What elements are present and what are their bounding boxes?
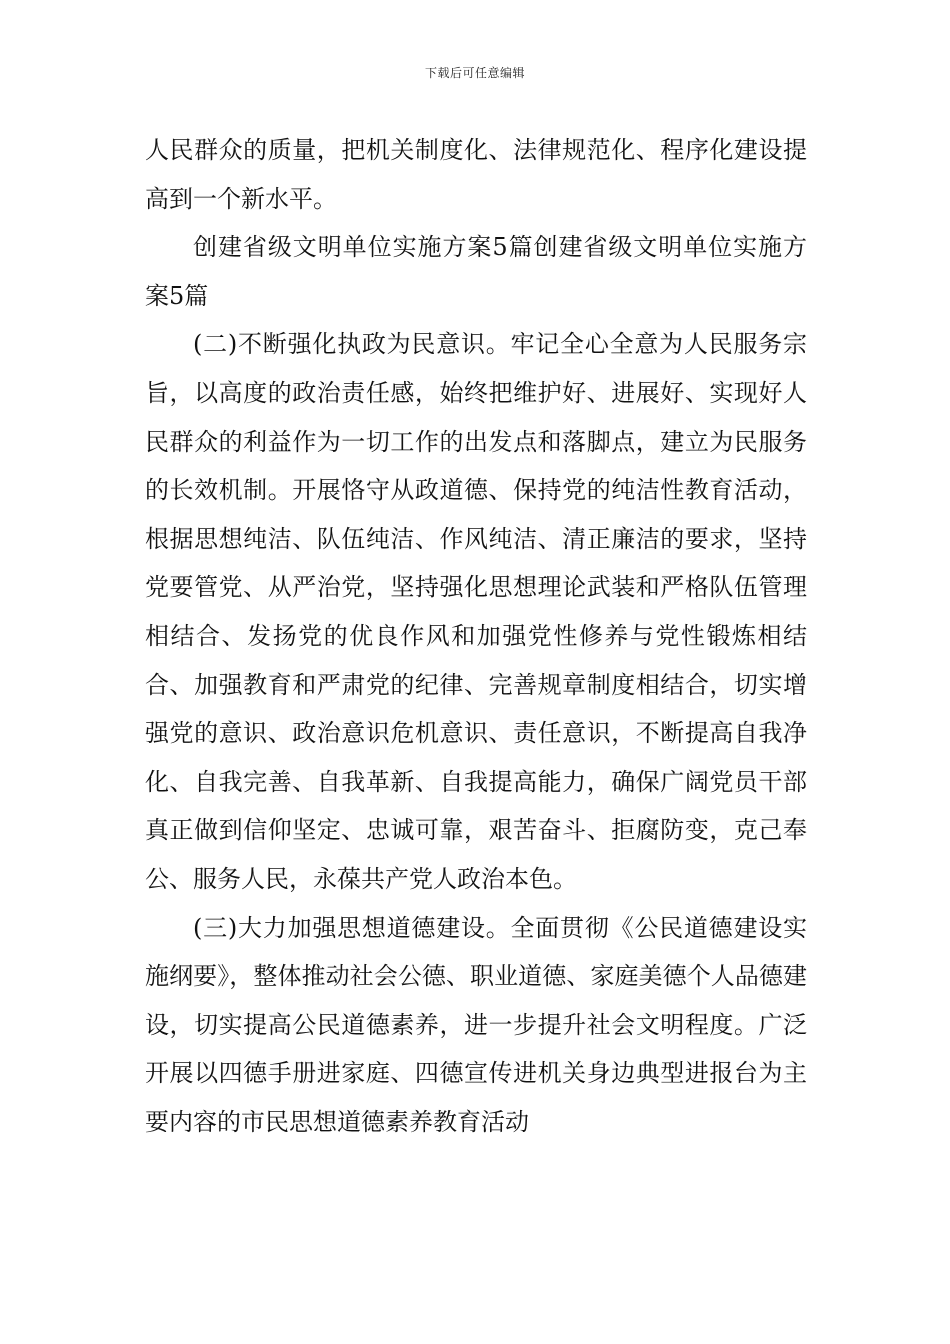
page-header: 下载后可任意编辑 — [424, 66, 525, 80]
paragraph-3: (二)不断强化执政为民意识。牢记全心全意为人民服务宗旨，以高度的政治责任感，始终把维护好、进展好、实现好人民群众的利益作为一切工作的出发点和落脚点，建立为民服务的长效机制。开展恪守从政道德、保持党的纯洁性教育活动，根据思想纯洁、队伍纯洁、作风纯洁、清正廉洁的要求，坚持党要管党、从严治党，坚持强化思想理论武装和严格队伍管理相结合、发扬党的优良作风和加强党性修养与党性锻炼相结合、加强教育和严肃党的纪律、完善规章制度相结合，切实增强党的意识、政治意识危机意识、责任意识，不断提高自我净化、自我完善、自我革新、自我提高能力，确保广阔党员干部真正做到信仰坚定、忠诚可靠，艰苦奋斗、拒腐防变，克己奉公、服务人民，永葆共产党人政治本色。 — [145, 330, 807, 893]
paragraph-2: 创建省级文明单位实施方案5篇创建省级文明单位实施方案5篇 — [145, 233, 807, 310]
document-body — [145, 126, 807, 1146]
paragraph-4: (三)大力加强思想道德建设。全面贯彻《公民道德建设实施纲要》，整体推动社会公德、职业道德、家庭美德个人品德建设，切实提高公民道德素养，进一步提升社会文明程度。广泛开展以四德手册进家庭、四德宣传进机关身边典型进报台为主要内容的市民思想道德素养教育活动 — [145, 913, 807, 1136]
paragraph-1: 人民群众的质量，把机关制度化、法律规范化、程序化建设提高到一个新水平。 — [145, 136, 807, 213]
